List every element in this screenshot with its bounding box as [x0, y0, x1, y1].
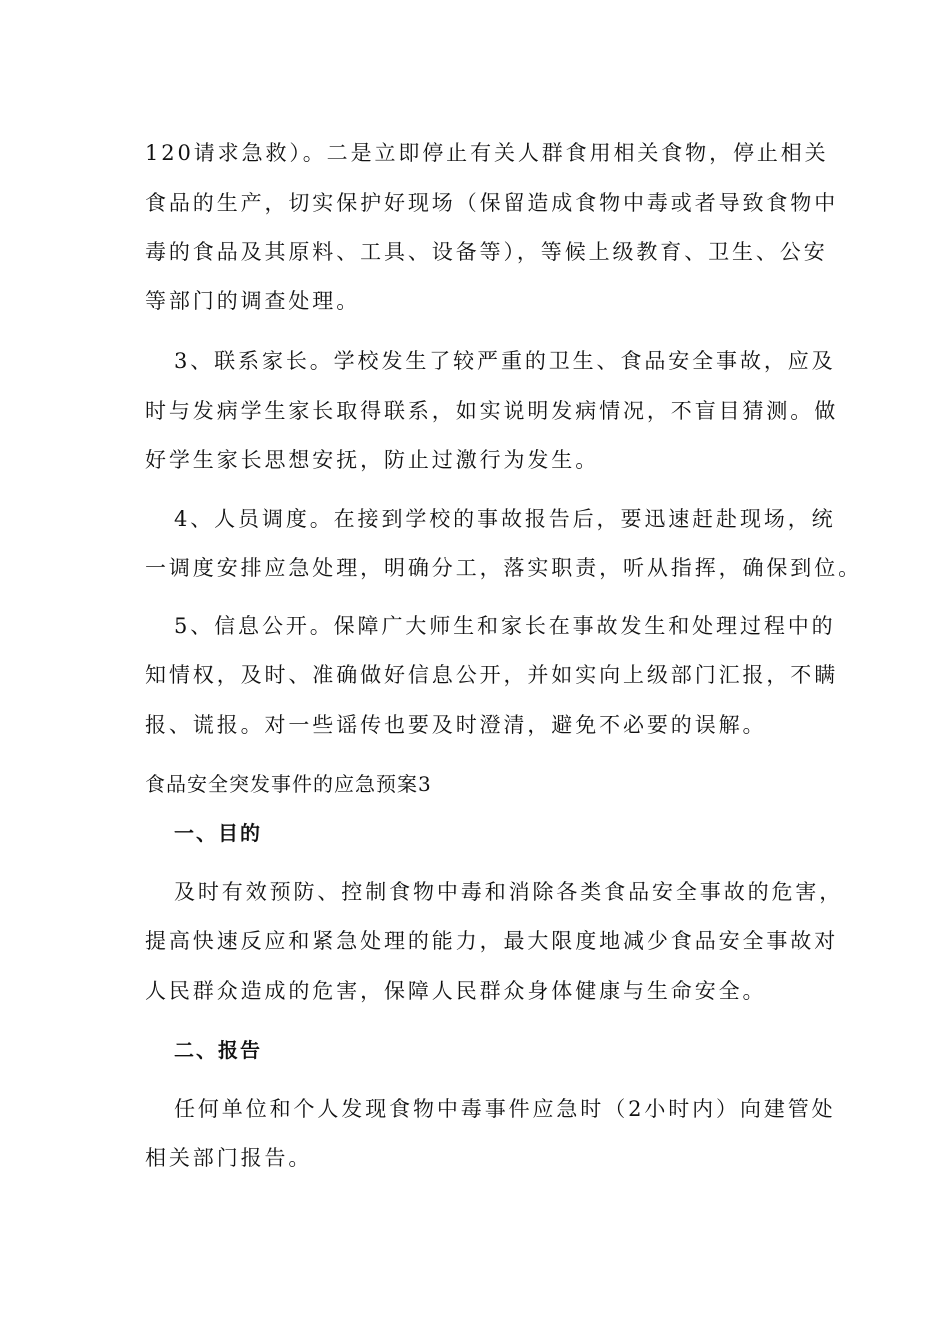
text-line: 3、联系家长。学校发生了较严重的卫生、食品安全事故，应及 [174, 349, 836, 373]
section-heading-report: 二、报告 [174, 1038, 262, 1062]
text-line: 相关部门报告。 [145, 1146, 313, 1170]
text-line: 毒的食品及其原料、工具、设备等），等候上级教育、卫生、公安 [145, 240, 828, 264]
text-line: 4、人员调度。在接到学校的事故报告后，要迅速赶赴现场，统 [174, 507, 836, 531]
text-line: 食品的生产，切实保护好现场（保留造成食物中毒或者导致食物中 [145, 191, 839, 215]
text-line: 等部门的调查处理。 [145, 289, 361, 313]
text-line: 报、谎报。对一些谣传也要及时澄清，避免不必要的误解。 [145, 713, 767, 737]
section-heading-purpose: 一、目的 [174, 821, 262, 845]
text-line: 任何单位和个人发现食物中毒事件应急时（2小时内）向建管处 [174, 1097, 836, 1121]
text-line: 知情权，及时、准确做好信息公开，并如实向上级部门汇报，不瞒 [145, 663, 839, 687]
text-line: 提高快速反应和紧急处理的能力，最大限度地减少食品安全事故对 [145, 929, 839, 953]
text-line: 120请求急救）。二是立即停止有关人群食用相关食物，停止相关 [145, 141, 829, 165]
text-line: 一调度安排应急处理，明确分工，落实职责，听从指挥，确保到位。 [145, 556, 862, 580]
text-line: 5、信息公开。保障广大师生和家长在事故发生和处理过程中的 [174, 614, 836, 638]
text-line: 及时有效预防、控制食物中毒和消除各类食品安全事故的危害， [174, 880, 844, 904]
text-line: 人民群众造成的危害，保障人民群众身体健康与生命安全。 [145, 979, 767, 1003]
document-title: 食品安全突发事件的应急预案3 [145, 772, 432, 796]
text-line: 好学生家长思想安抚，防止过激行为发生。 [145, 448, 600, 472]
text-line: 时与发病学生家长取得联系，如实说明发病情况，不盲目猜测。做 [145, 399, 839, 423]
